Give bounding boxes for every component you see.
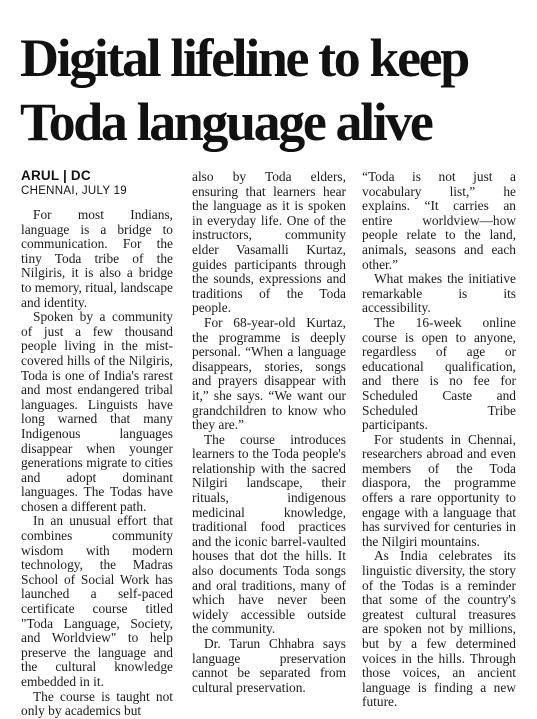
headline-line-2: Toda language alive [20,92,432,152]
paragraph: For students in Chennai, researchers abroad and even members of the Toda diaspora, the programme offers a rare opportunity to engage with a language that has survived for centuries in the Nilgiri mountains. [362,431,516,549]
paragraph: For most Indians, language is a bridge to communication. For the tiny Toda tribe of the Nilgiris, it is also a bridge to memory, ritual, landscape and identity. [21,207,173,310]
paragraph: In an unusual effort that combines community wisdom with modern technology, the Madras School of Social Work has launched a self-paced certificate course titled "Toda Language, Society, and Worldview" to help preserve the language and the cultural knowledge embedded in it. [21,513,173,689]
headline [20,26,530,154]
author: ARUL | DC [21,168,91,183]
paragraph: The 16-week online course is open to anyone, regardless of age or educational qualification, and there is no fee for Scheduled Caste and Scheduled Tribe participants. [362,314,516,433]
paragraph: As India celebrates its linguistic diversity, the story of the Todas is a reminder that some of the country's greatest cultural treasures are spoken not by millions, but by a few determined voices in the hills. Through those voices, an ancient language is finding a new future. [362,548,516,710]
paragraph: For 68-year-old Kurtaz, the programme is deeply personal. “When a language disappears, stories, songs and prayers disappear with it,” she says. “We want our grandchildren to know who they are.” [192,314,346,433]
paragraph: Dr. Tarun Chhabra says language preservation cannot be separated from cultural preservation. [192,636,346,695]
headline-line-1: Digital lifeline to keep [20,28,468,88]
paragraph: What makes the initiative remarkable is its accessibility. [362,271,516,316]
article-column-2 [192,170,346,695]
paragraph: The course is taught not only by academics but [21,688,173,719]
paragraph-continued: “Toda is not just a vocabulary list,” he explains. “It carries an entire worldview—how people relate to the land, animals, seasons and each other.” [362,169,516,272]
paragraph-continued: also by Toda elders, ensuring that learners hear the language as it is spoken in everyday life. One of the instructors, community elder Vasamalli Kurtaz, guides participants through the sounds, expressions and traditions of the Toda people. [192,169,346,316]
article-column-1 [21,208,173,719]
paragraph: The course introduces learners to the Toda people's relationship with the sacred Nilgiri landscape, their rituals, indigenous medicinal knowledge, traditional food practices and the iconic barrel-vaulted houses that dot the hills. It also documents Toda songs and oral traditions, many of which have never been widely accessible outside the community. [192,431,346,637]
byline [21,168,181,199]
dateline: CHENNAI, JULY 19 [21,185,127,197]
article-column-3 [362,170,516,710]
paragraph: Spoken by a community of just a few thousand people living in the mist-covered hills of the Nilgiris, Toda is one of India's rarest and most endangered tribal languages. Linguists have long warned that many Indigenous languages disappear when younger generations migrate to cities and adopt dominant languages. The Todas have chosen a different path. [21,309,173,514]
